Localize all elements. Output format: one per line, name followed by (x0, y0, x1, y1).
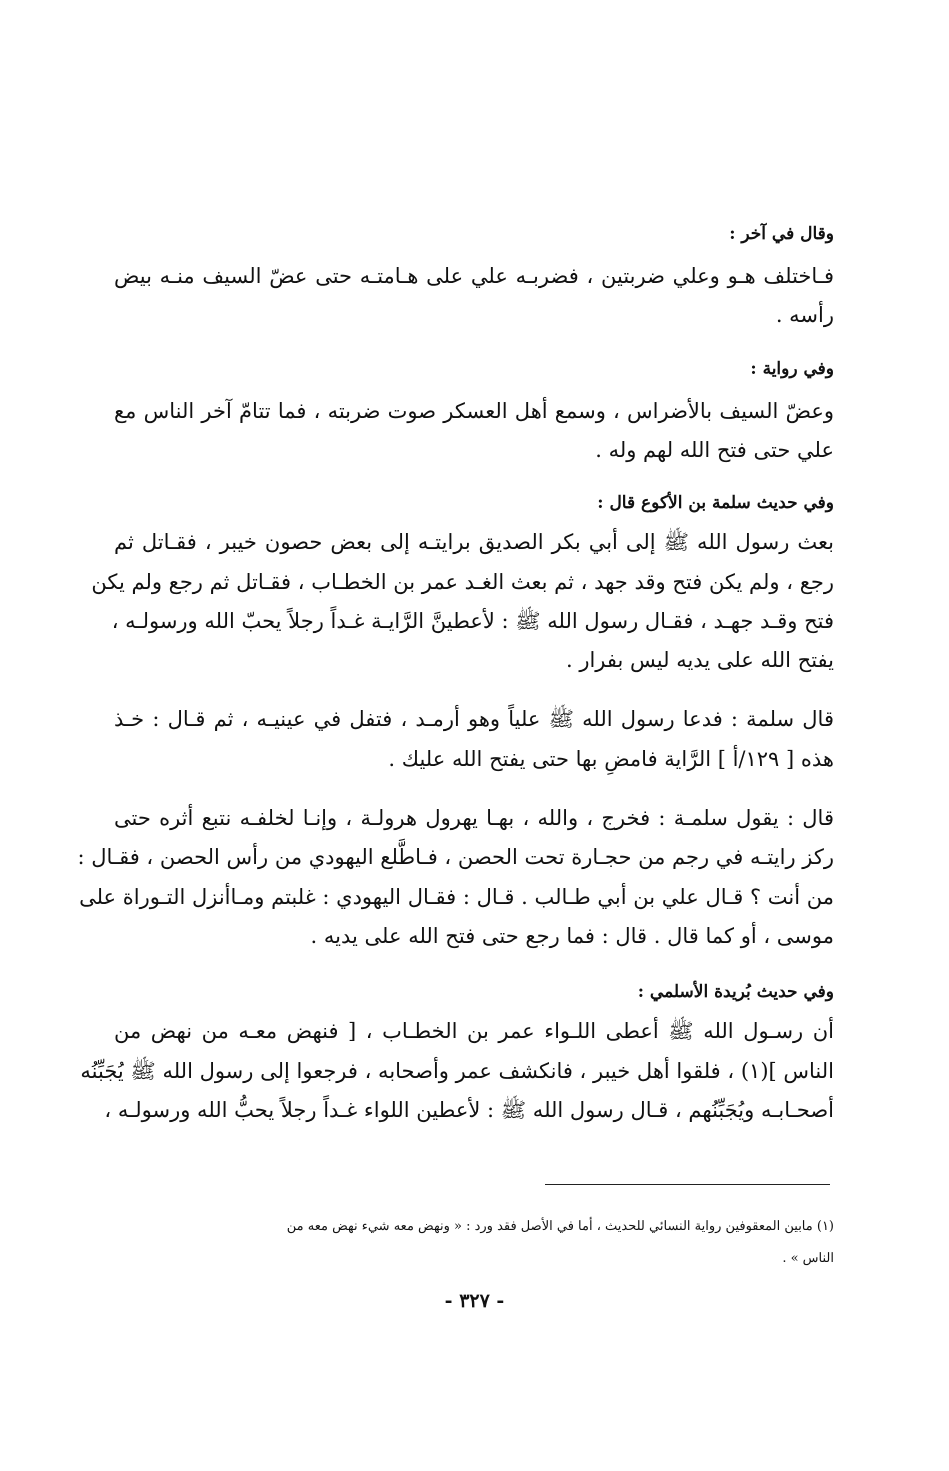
paragraph-line: رجع ، ولم يكن فتح وقد جهد ، ثم بعث الغـد عمر بن الخطـاب ، فقـاتل ثم رجع ولم يكن (91, 570, 834, 594)
paragraph-line: قال سلمة : فدعا رسول الله ﷺ علياً وهو أرمـد ، فتفل في عينيـه ، ثم قـال : خـذ (114, 707, 834, 731)
paragraph-line: قال : يقول سلمـة : فخرج ، والله ، بهـا يهرول هرولـة ، وإنـا لخلفـه نتبع أثره حتى (114, 806, 834, 830)
footnote-divider (545, 1184, 830, 1185)
page-number: - ٣٢٧ - (444, 1290, 505, 1312)
paragraph-line: علي حتى فتح الله لهم وله . (595, 438, 834, 462)
section-heading: وفي حديث سلمة بن الأكوع قال : (597, 493, 834, 513)
paragraph-line: موسى ، أو كما قال . قال : فما رجع حتى فتح الله على يديه . (310, 924, 834, 948)
paragraph-line: ركز رايتـه في رجم من حجـارة تحت الحصن ، فـاطَّلع اليهودي من رأس الحصن ، فقـال : (77, 845, 834, 869)
paragraph-line: من أنت ؟ قـال علي بن أبي طـالب . قـال : فقـال اليهودي : غلبتم ومـاأنزل التـوراة على (79, 885, 834, 909)
footnote-line: (١) مابين المعقوفين رواية النسائي للحديث ، أما في الأصل فقد ورد : « ونهض معه شيء نهض معه من (286, 1219, 834, 1234)
section-heading: وقال في آخر : (729, 224, 834, 244)
section-heading: وفي رواية : (750, 359, 834, 379)
paragraph-line: أن رسـول الله ﷺ أعطى اللـواء عمر بن الخطـاب ، [ فنهض معـه من نهض من (114, 1019, 834, 1043)
paragraph-line: رأسه . (775, 303, 834, 327)
paragraph-line: فتح وقـد جهـد ، فقـال رسول الله ﷺ : لأعطينَّ الرَّايـة غـداً رجلاً يحبّ الله ورسولـه ، (111, 609, 834, 633)
paragraph-line: وعضّ السيف بالأضراس ، وسمع أهل العسكر صوت ضربته ، فما تتامّ آخر الناس مع (114, 399, 834, 423)
paragraph-line: فـاختلف هـو وعلي ضربتين ، فضربـه علي على هـامتـه حتى عضّ السيف منـه بيض (114, 264, 834, 288)
paragraph-line: يفتح الله على يديه ليس بفرار . (565, 648, 834, 672)
footnote-line: الناس » . (782, 1251, 834, 1266)
section-heading: وفي حديث بُريدة الأسلمي : (637, 982, 834, 1002)
paragraph-line: أصحـابـه ويُجَبِّنُهم ، قـال رسول الله ﷺ : لأعطين اللواء غـداً رجلاً يحبُّ الله ورسولـه ، (104, 1098, 834, 1122)
paragraph-line: الناس ](١) ، فلقوا أهل خيبر ، فانكشف عمر وأصحابه ، فرجعوا إلى رسول الله ﷺ يُجَبِّنُه (80, 1059, 834, 1083)
paragraph-line: بعث رسول الله ﷺ إلى أبي بكر الصديق برايتـه إلى بعض حصون خيبر ، فقـاتل ثم (114, 530, 834, 554)
paragraph-line: هذه [ ١٢٩/أ ] الرَّاية فامضِ بها حتى يفتح الله عليك . (388, 747, 834, 771)
